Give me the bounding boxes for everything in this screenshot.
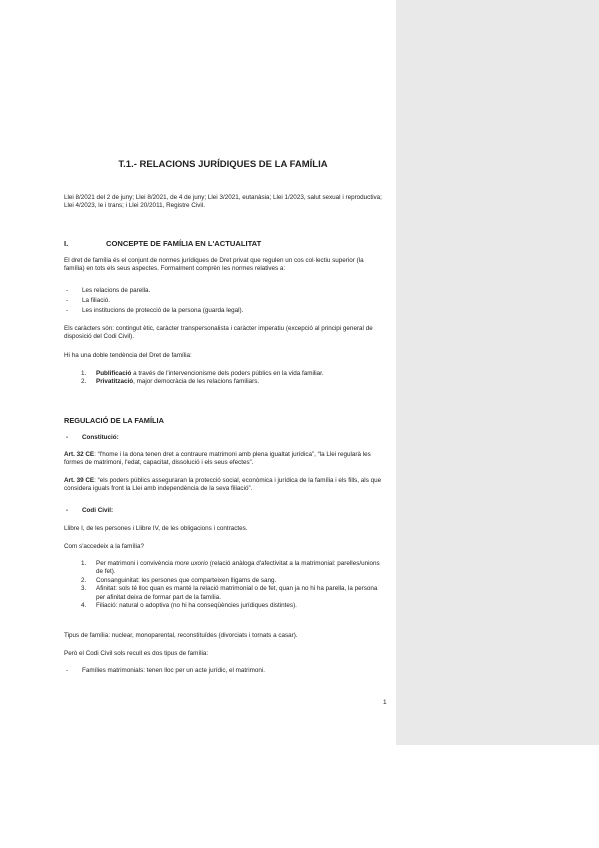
- families-list: [64, 667, 382, 677]
- art-39-label: Art. 39 CE: [64, 477, 95, 484]
- intro-paragraph: Llei 8/2021 del 2 de juny; Llei 8/2021, de 4 de juny; Llei 3/2021, eutanàsia; Llei 1/2023, salut sexual i reproductiva; Llei 4/2023, le i trans; i Llei 20/2011, Registre Civil.: [64, 194, 382, 210]
- art-39-text: : “els poders públics asseguraran la protecció social, econòmica i jurídica de la família i els fills, als que considera iguals front la Llei amb independència de la seva filiació”.: [64, 477, 382, 493]
- section-1-heading: [64, 240, 382, 248]
- section-1-paragraph-2: Els caràcters són: contingut ètic, caràcter transpersonalista i caràcter imperatiu (excepció al principi general de disposició del Codi Civil).: [64, 325, 373, 341]
- list-item: 1. Per matrimoni i convivència more uxorio (relació anàloga d'afectivitat a la matrimonial: parelles/unions de fet).: [81, 560, 380, 576]
- list-item: 2. Privatització, major democràcia de les relacions familiars.: [81, 378, 260, 386]
- access-list: [64, 560, 382, 610]
- llibres-paragraph: Llibre I, de les persones i Llibre IV, de les obligacions i contractes.: [64, 525, 248, 532]
- codi-list: [64, 507, 382, 517]
- list-item: - Les institucions de protecció de la persona (guarda legal).: [64, 307, 382, 317]
- art-32-text: : “l'home i la dona tenen dret a contraure matrimoni amb plena igualtat jurídica”, “la Llei regularà les formes de matrimoni, l'edat, capacitat, dissolució i els seus efectes”.: [64, 451, 371, 467]
- pero-paragraph: Però el Codi Civil sols recull es dos tipus de família:: [64, 650, 209, 657]
- section-1-paragraph-3: Hi ha una doble tendència del Dret de família:: [64, 352, 192, 359]
- section-2-heading: REGULACIÓ DE LA FAMÍLIA: [64, 416, 164, 425]
- list-item: - Les relacions de parella.: [64, 287, 382, 297]
- trends-list: [64, 370, 382, 387]
- art-32-paragraph: [64, 451, 382, 468]
- section-1-number: I.: [64, 239, 69, 248]
- list-item: - La filiació.: [64, 297, 382, 307]
- section-1-paragraph-1: El dret de família és el conjunt de normes jurídiques de Dret privat que regulen un cos col·lectiu superior (la família) en tots els seus aspectes. Formalment comprèn les normes relatives a:: [64, 257, 364, 273]
- list-item: 4. Filiació: natural o adoptiva (no hi ha conseqüències jurídiques distintes).: [81, 602, 297, 610]
- art-32-label: Art. 32 CE: [64, 451, 95, 458]
- comments-pane: [396, 0, 599, 745]
- list-item: 1. Publificació a través de l'intervencionisme dels poders públics en la vida familiar.: [81, 370, 324, 377]
- section-1-title: CONCEPTE DE FAMÍLIA EN L'ACTUALITAT: [106, 239, 262, 248]
- art-39-paragraph: [64, 477, 382, 494]
- list-item: - Codi Civil:: [64, 507, 382, 517]
- access-question: Com s'accedeix a la família?: [64, 543, 144, 550]
- list-item: - Constitució:: [64, 434, 382, 444]
- section-1-list: [64, 287, 382, 317]
- page-number: 1: [383, 699, 387, 706]
- list-item: - Famílies matrimonials: tenen lloc per un acte jurídic, el matrimoni.: [64, 667, 382, 677]
- page-title: T.1.- RELACIONS JURÍDIQUES DE LA FAMÍLIA: [118, 159, 328, 170]
- list-item: 3. Afinitat: sols té lloc quan es manté la relació matrimonial o de fet, quan ja no hi ha parella, la persona per afinitat deixa de formar part de la família.: [81, 585, 378, 601]
- list-item: 2. Consanguinitat: les persones que comparteixen lligams de sang.: [81, 576, 277, 584]
- tipus-paragraph: Tipus de família: nuclear, monoparental, reconstituïdes (divorciats i tornats a casar).: [64, 632, 298, 639]
- constitucio-list: [64, 434, 382, 444]
